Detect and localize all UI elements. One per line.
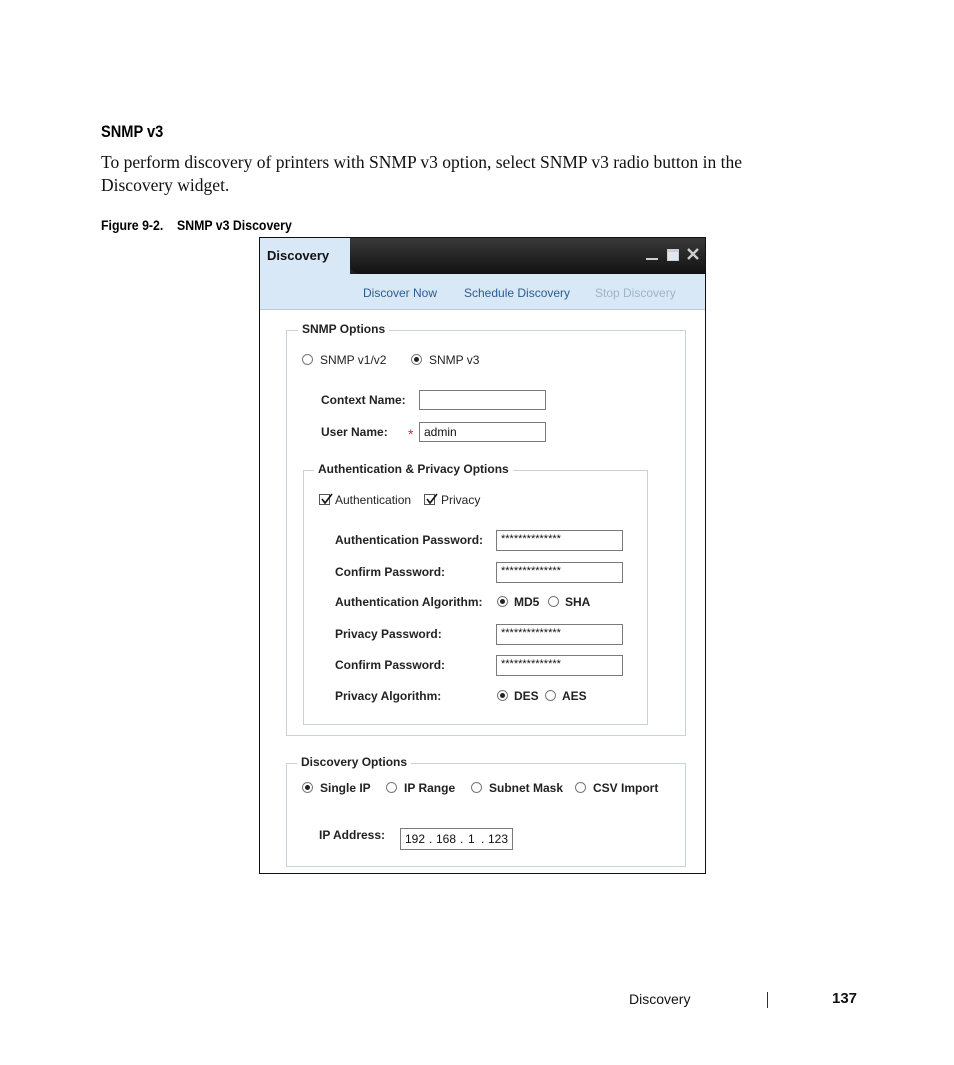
confirm-privacy-password-input[interactable]: ************** (496, 655, 623, 676)
snmp-v1v2-radio[interactable] (302, 354, 313, 365)
des-label: DES (514, 689, 539, 703)
des-radio[interactable] (497, 690, 508, 701)
md5-label: MD5 (514, 595, 540, 609)
privacy-password-input[interactable]: ************** (496, 624, 623, 645)
ip-octet-4: 123 (488, 832, 509, 846)
confirm-password-input[interactable]: ************** (496, 562, 623, 583)
ip-address-input[interactable] (400, 828, 513, 850)
context-name-input[interactable] (419, 390, 546, 410)
discovery-options-group (286, 763, 686, 867)
ip-octet-1: 192 (405, 832, 426, 846)
user-name-label: User Name: (321, 425, 388, 439)
schedule-discovery-link[interactable]: Schedule Discovery (464, 286, 571, 300)
auth-algorithm-label: Authentication Algorithm: (335, 595, 483, 609)
close-icon[interactable] (685, 246, 701, 262)
ip-range-radio[interactable] (386, 782, 397, 793)
section-title: SNMP v3 (101, 122, 164, 141)
check-icon (320, 493, 333, 506)
auth-password-label: Authentication Password: (335, 533, 484, 547)
authentication-checkbox[interactable] (319, 494, 330, 505)
subnet-mask-label: Subnet Mask (489, 781, 564, 795)
md5-radio[interactable] (497, 596, 508, 607)
discovery-options-title: Discovery Options (297, 755, 411, 769)
footer-separator (767, 992, 768, 1008)
single-ip-radio[interactable] (302, 782, 313, 793)
csv-import-radio[interactable] (575, 782, 586, 793)
privacy-password-label: Privacy Password: (335, 627, 442, 641)
csv-import-label: CSV Import (593, 781, 659, 795)
snmp-v3-radio[interactable] (411, 354, 422, 365)
privacy-algorithm-label: Privacy Algorithm: (335, 689, 442, 703)
maximize-icon[interactable] (665, 246, 681, 262)
privacy-label: Privacy (441, 493, 481, 507)
aes-radio[interactable] (545, 690, 556, 701)
sha-radio[interactable] (548, 596, 559, 607)
check-icon (425, 493, 438, 506)
auth-privacy-title: Authentication & Privacy Options (314, 462, 513, 476)
subnet-mask-radio[interactable] (471, 782, 482, 793)
ip-address-label: IP Address: (319, 828, 386, 842)
ip-dot: . (481, 832, 485, 846)
ip-octet-2: 168 (436, 832, 457, 846)
confirm-privacy-password-label: Confirm Password: (335, 658, 446, 672)
figure-caption: Figure 9-2. SNMP v3 Discovery (101, 217, 292, 233)
ip-octet-3: 1 (468, 832, 475, 846)
page-number: 137 (832, 990, 858, 1007)
footer-chapter: Discovery (629, 991, 691, 1007)
confirm-password-label: Confirm Password: (335, 565, 446, 579)
sha-label: SHA (565, 595, 591, 609)
authentication-label: Authentication (335, 493, 412, 507)
tab-label: Discovery (267, 248, 330, 263)
discovery-widget (259, 237, 706, 874)
body-paragraph: To perform discovery of printers with SNMP v3 option, select SNMP v3 radio button in the Discovery widget. (101, 152, 743, 195)
stop-discovery-link: Stop Discovery (595, 286, 676, 300)
ip-dot: . (460, 832, 464, 846)
discover-now-link[interactable]: Discover Now (363, 286, 438, 300)
toolbar (260, 274, 705, 310)
aes-label: AES (562, 689, 587, 703)
privacy-checkbox[interactable] (424, 494, 435, 505)
snmp-v1v2-label: SNMP v1/v2 (320, 353, 387, 367)
required-indicator: * (408, 426, 414, 442)
tab-discovery[interactable] (260, 238, 350, 274)
ip-range-label: IP Range (404, 781, 456, 795)
context-name-label: Context Name: (321, 393, 406, 407)
snmp-v3-label: SNMP v3 (429, 353, 480, 367)
snmp-options-title: SNMP Options (298, 322, 389, 336)
single-ip-label: Single IP (320, 781, 371, 795)
minimize-icon[interactable] (644, 246, 660, 262)
auth-password-input[interactable]: ************** (496, 530, 623, 551)
user-name-input[interactable]: admin (419, 422, 546, 442)
ip-dot: . (429, 832, 433, 846)
